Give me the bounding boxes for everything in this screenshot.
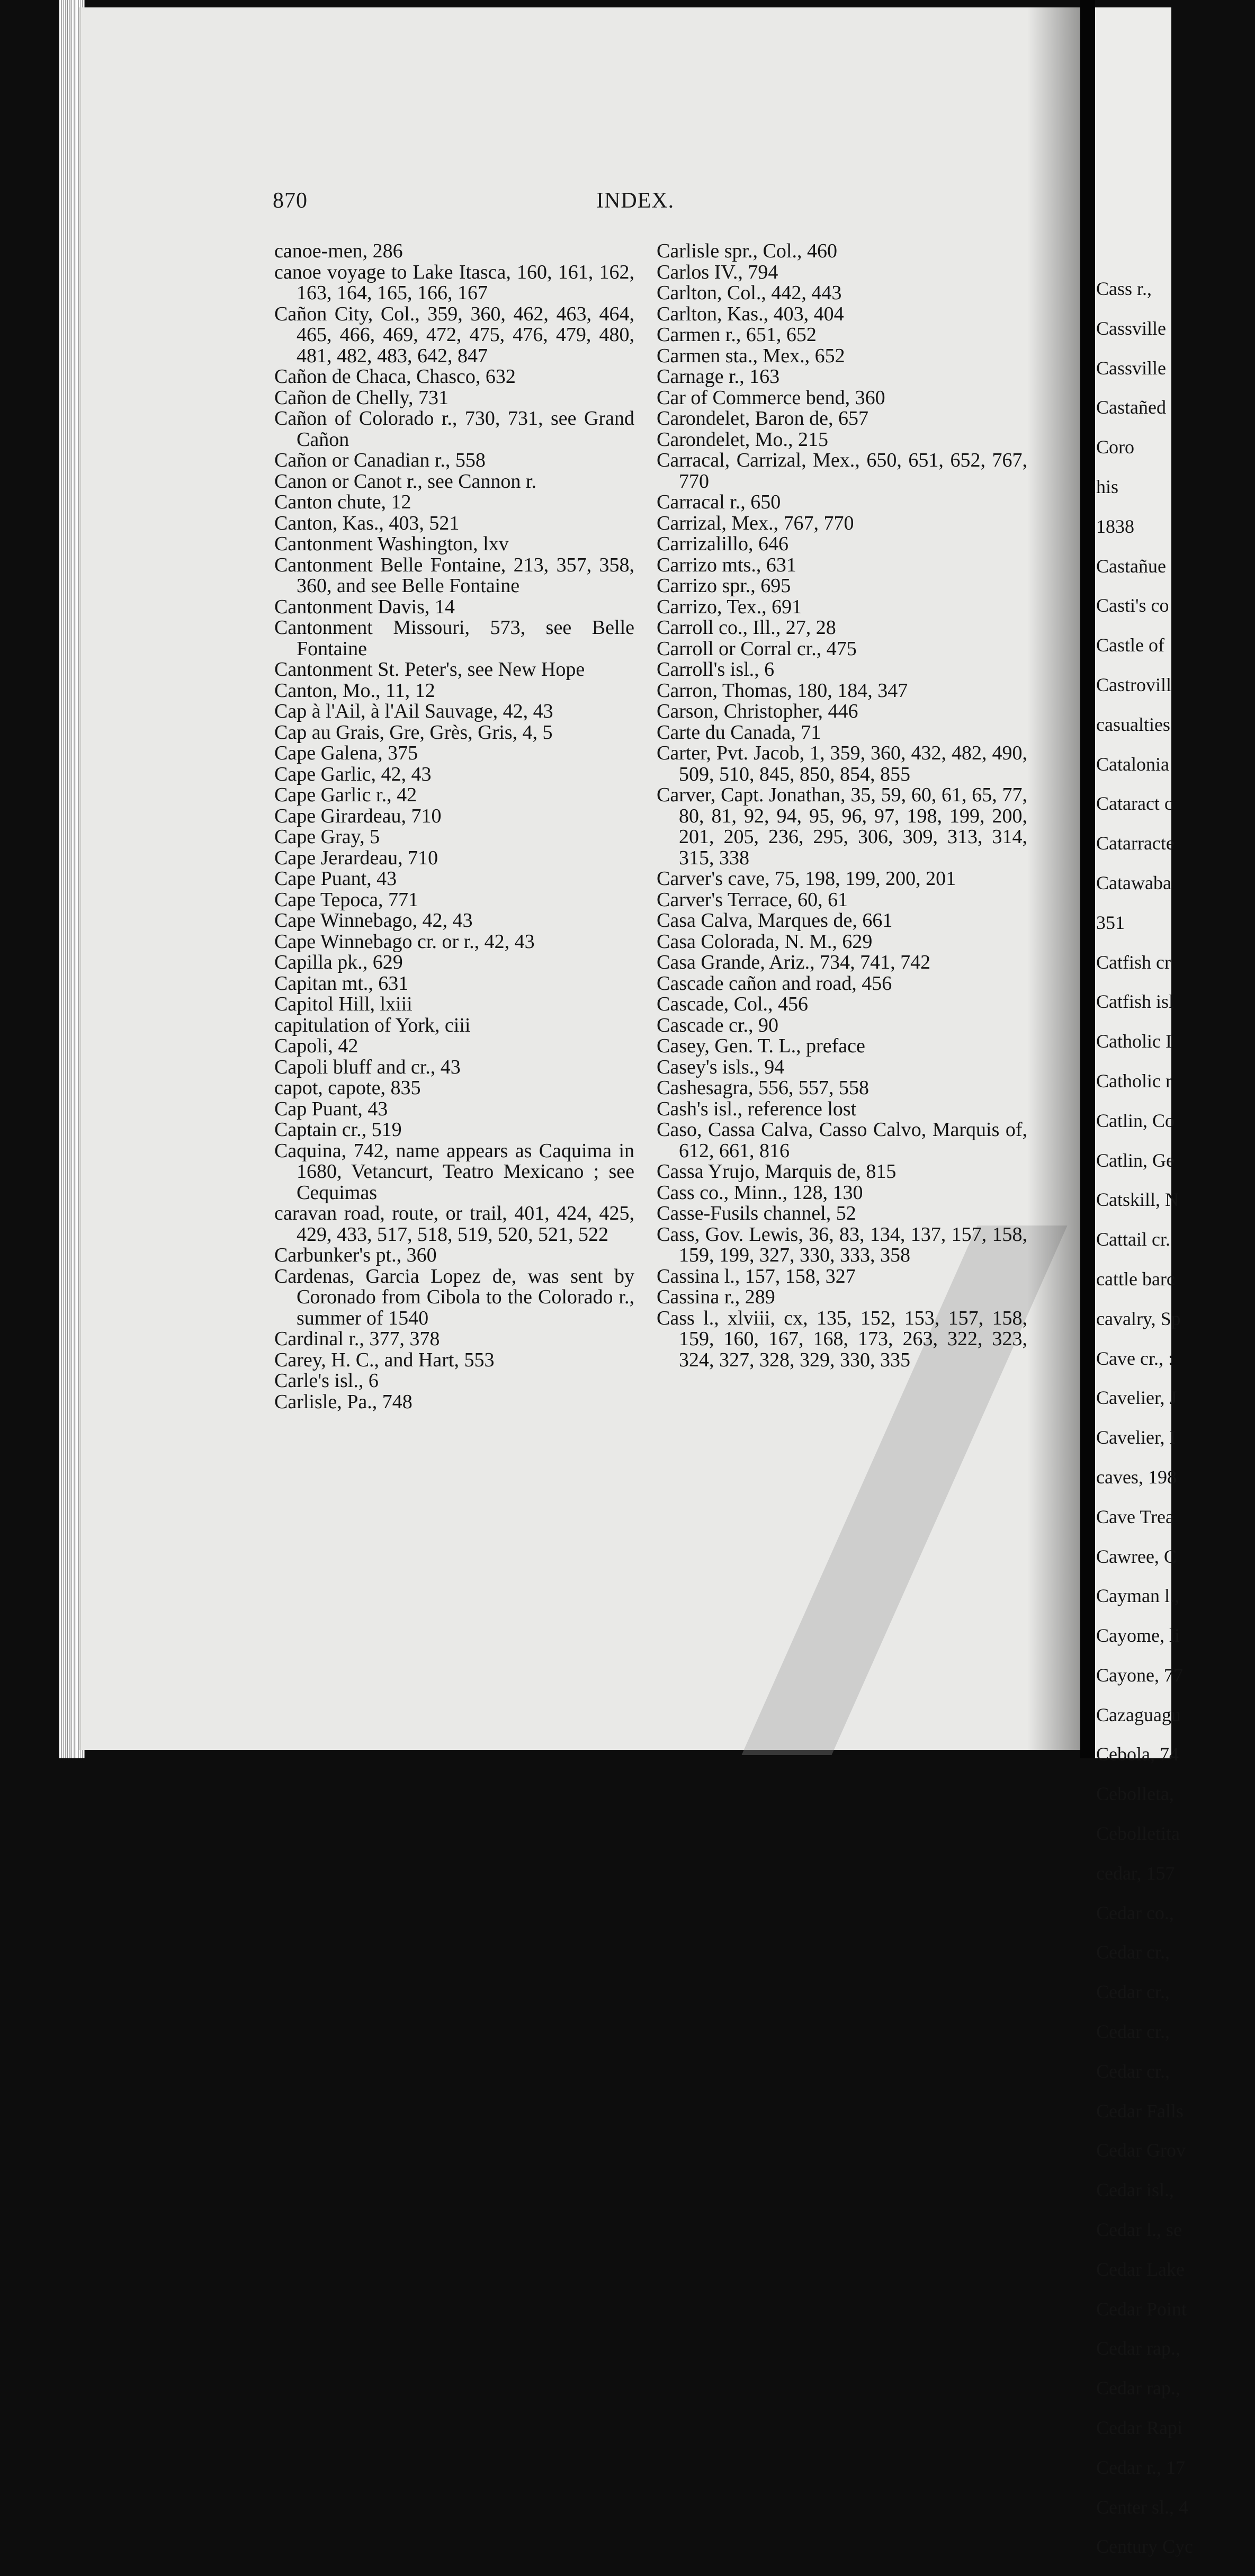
index-entry: caravan road, route, or trail, 401, 424, 425, 429, 433, 517, 518, 519, 520, 521, 522 (274, 1202, 634, 1246)
index-entry: capitulation of York, ciii (274, 1014, 471, 1036)
index-entry: Cedar cr., (1096, 1981, 1170, 2003)
index-entry: Cassville (1096, 357, 1166, 379)
index-entry: Casey's isls., 94 (657, 1056, 785, 1078)
index-entry: Cape Puant, 43 (274, 867, 397, 890)
index-entry: Carrizo, Tex., 691 (657, 595, 802, 618)
index-entry: Casa Grande, Ariz., 734, 741, 742 (657, 951, 931, 973)
index-entry: Carroll co., Ill., 27, 28 (657, 616, 836, 639)
index-entry: Cash's isl., reference lost (657, 1097, 857, 1120)
index-column-right (657, 241, 1027, 1371)
index-entry: Carle's isl., 6 (274, 1370, 379, 1392)
index-entry: Casey, Gen. T. L., preface (657, 1035, 865, 1057)
index-entry: Catarracte (1096, 833, 1175, 854)
index-entry: canoe-men, 286 (274, 240, 403, 262)
index-entry: Cape Winnebago, 42, 43 (274, 909, 473, 932)
index-entry: Cantonment Belle Fontaine, 213, 357, 358, 360, and see Belle Fontaine (274, 553, 634, 597)
index-entry: Carbunker's pt., 360 (274, 1244, 437, 1266)
index-entry: Carron, Thomas, 180, 184, 347 (657, 679, 908, 702)
index-entry: Cass r., (1096, 278, 1152, 299)
index-entry: Carver's Terrace, 60, 61 (657, 888, 848, 911)
index-entry: Carlton, Kas., 403, 404 (657, 302, 844, 325)
index-entry: Century Cyc (1096, 2536, 1193, 2557)
index-entry: Casa Calva, Marques de, 661 (657, 909, 893, 932)
index-entry: Cayome, li (1096, 1625, 1180, 1647)
index-entry: Canon or Canot r., see Cannon r. (274, 470, 536, 493)
index-entry: Carmen sta., Mex., 652 (657, 344, 845, 367)
index-entry: Cap au Grais, Gre, Grès, Gris, 4, 5 (274, 721, 553, 744)
index-entry: Catlin, Ge (1096, 1149, 1175, 1171)
index-entry: Catalonia (1096, 753, 1169, 775)
index-entry: Catskill, N (1096, 1189, 1179, 1211)
index-entry: Cañon de Chelly, 731 (274, 386, 449, 409)
index-entry: Cedar l., se (1096, 2219, 1182, 2241)
index-entry: Cape Galena, 375 (274, 742, 418, 764)
index-entry: Cass co., Minn., 128, 130 (657, 1181, 863, 1204)
index-entry: Carracal, Carrizal, Mex., 650, 651, 652, 767, 770 (657, 449, 1027, 493)
index-entry: Carracal r., 650 (657, 491, 781, 513)
index-entry: Carmen r., 651, 652 (657, 324, 817, 346)
index-entry: Carte du Canada, 71 (657, 721, 821, 744)
index-entry: his (1096, 476, 1119, 497)
index-entry: Cape Girardeau, 710 (274, 804, 442, 827)
index-entry: Carrizalillo, 646 (657, 533, 789, 555)
index-entry: Cedar isl., (1096, 2179, 1174, 2201)
index-entry: Cedar cr., (1096, 1942, 1170, 1963)
index-entry: Cañon City, Col., 359, 360, 462, 463, 464, 465, 466, 469, 472, 475, 476, 479, 480, 481, 482, 483, 642, 847 (274, 302, 634, 367)
index-entry: Cavelier, I (1096, 1427, 1176, 1448)
index-entry: Catholic r (1096, 1070, 1172, 1092)
index-entry: Cedar Rapi (1096, 2417, 1182, 2439)
index-entry: Car of Commerce bend, 360 (657, 386, 885, 409)
index-entry: Cape Tepoca, 771 (274, 888, 419, 911)
index-entry: Cedar Grov (1096, 2140, 1186, 2161)
index-entry: Cape Garlic, 42, 43 (274, 763, 432, 785)
index-entry: Cedar cr., (1096, 2060, 1170, 2082)
index-entry: Cazaguagu (1096, 1704, 1181, 1725)
index-entry: Cantonment Washington, lxv (274, 533, 509, 555)
index-entry: Cawree, C (1096, 1545, 1177, 1567)
index-entry: Capoli bluff and cr., 43 (274, 1056, 461, 1078)
index-entry: Carter, Pvt. Jacob, 1, 359, 360, 432, 482, 490, 509, 510, 845, 850, 854, 855 (657, 742, 1027, 785)
index-entry: Coro (1096, 436, 1134, 458)
index-entry: Cave Trea (1096, 1506, 1174, 1527)
index-entry: Carondelet, Mo., 215 (657, 428, 829, 451)
index-entry: Castle of (1096, 634, 1164, 656)
index-column-left (274, 241, 634, 1412)
index-entry: Casti's co (1096, 595, 1169, 616)
index-entry: capot, capote, 835 (274, 1077, 421, 1099)
index-entry: Cantonment Missouri, 573, see Belle Fontaine (274, 616, 634, 660)
index-entry: Castañed (1096, 397, 1166, 418)
index-entry: Cassville (1096, 317, 1166, 339)
index-entry: Cassina r., 289 (657, 1286, 775, 1308)
index-entry: Capitol Hill, lxiii (274, 993, 413, 1015)
index-entry: Cebolletita (1096, 1823, 1180, 1845)
index-entry: Cape Gray, 5 (274, 826, 380, 848)
index-entry: Carson, Christopher, 446 (657, 700, 858, 722)
book-gutter (1080, 0, 1095, 1758)
page-title: INDEX. (596, 189, 675, 213)
index-entry: 1838 (1096, 515, 1134, 537)
index-entry: Cedar cr., (1096, 2021, 1170, 2043)
index-entry: Cedar Falls (1096, 2100, 1184, 2122)
index-entry: Cedar Lake (1096, 2258, 1185, 2280)
index-entry: Cardinal r., 377, 378 (274, 1328, 440, 1350)
index-entry: Center sl., 4 (1096, 2496, 1188, 2518)
index-entry: Cedar r., 17 (1096, 2456, 1185, 2478)
index-entry: Cassina l., 157, 158, 327 (657, 1265, 856, 1287)
index-entry: Castañue (1096, 555, 1166, 577)
index-entry: Cap à l'Ail, à l'Ail Sauvage, 42, 43 (274, 700, 553, 722)
index-entry: cedar, 157 (1096, 1862, 1175, 1884)
index-entry: Capilla pk., 629 (274, 951, 403, 973)
index-entry: Cantonment Davis, 14 (274, 595, 455, 618)
index-entry: Cascade cañon and road, 456 (657, 972, 892, 995)
index-entry: Cassa Yrujo, Marquis de, 815 (657, 1160, 897, 1183)
index-entry: Catawaba (1096, 872, 1171, 893)
index-entry: Cañon or Canadian r., 558 (274, 449, 486, 471)
index-entry: Cedar rap., (1096, 2338, 1180, 2359)
index-entry: Capitan mt., 631 (274, 972, 409, 995)
index-entry: Canton, Mo., 11, 12 (274, 679, 435, 702)
index-entry: Carlton, Col., 442, 443 (657, 282, 842, 304)
page-number: 870 (273, 189, 308, 213)
index-entry: Cayman l., (1096, 1585, 1179, 1607)
index-entry: 351 (1096, 911, 1125, 933)
index-entry: Carver's cave, 75, 198, 199, 200, 201 (657, 867, 956, 890)
index-entry: Cashesagra, 556, 557, 558 (657, 1077, 869, 1099)
index-entry: Cañon of Colorado r., 730, 731, see Grand Cañon (274, 407, 634, 451)
index-entry: cavalry, Sp (1096, 1308, 1181, 1329)
index-entry: Caso, Cassa Calva, Casso Calvo, Marquis of, 612, 661, 816 (657, 1119, 1027, 1162)
index-entry: Cass l., xlviii, cx, 135, 152, 153, 157, 158, 159, 160, 167, 168, 173, 263, 322, 323, 324, 327, 328, 329, 330, 335 (657, 1307, 1027, 1371)
index-entry: Caquina, 742, name appears as Caquima in 1680, Vetancurt, Teatro Mexicano ; see Cequimas (274, 1139, 634, 1204)
index-entry: Cayone, 77 (1096, 1664, 1183, 1686)
index-entry: Cass, Gov. Lewis, 36, 83, 134, 137, 157, 158, 159, 199, 327, 330, 333, 358 (657, 1223, 1027, 1266)
index-entry: Cattail cr. (1096, 1229, 1170, 1250)
index-entry: Carroll's isl., 6 (657, 658, 775, 681)
index-entry: Carey, H. C., and Hart, 553 (274, 1348, 495, 1371)
index-entry: Cañon de Chaca, Chasco, 632 (274, 365, 516, 388)
index-entry: Cape Garlic r., 42 (274, 784, 417, 806)
index-entry: Cavelier, J (1096, 1387, 1177, 1409)
fold-shadow (1027, 7, 1080, 1750)
index-entry: Cataract c (1096, 793, 1173, 815)
index-entry: Carver, Capt. Jonathan, 35, 59, 60, 61, 65, 77, 80, 81, 92, 94, 95, 96, 97, 198, 199, 200, 201, 205, 236, 295, 306, 309, 313, 314, 315, 338 (657, 784, 1027, 869)
index-entry: cattle barc (1096, 1268, 1175, 1290)
index-entry: Carlos IV., 794 (657, 261, 778, 283)
index-entry: Cedar co., (1096, 1902, 1174, 1924)
index-entry: Carnage r., 163 (657, 365, 780, 388)
index-entry: Cape Jerardeau, 710 (274, 846, 438, 869)
index-entry: casualties (1096, 713, 1170, 735)
index-entry: Canton, Kas., 403, 521 (274, 512, 460, 534)
index-entry: Casa Colorada, N. M., 629 (657, 930, 873, 953)
index-entry: Cardenas, Garcia Lopez de, was sent by Coronado from Cibola to the Colorado r., summer of 1540 (274, 1265, 634, 1329)
index-entry: Casse-Fusils channel, 52 (657, 1202, 856, 1224)
index-entry: Cedar Point (1096, 2298, 1187, 2320)
index-entry: Castrovill (1096, 674, 1171, 695)
index-entry: Carrizal, Mex., 767, 770 (657, 512, 854, 534)
index-entry: caves, 198 (1096, 1466, 1177, 1488)
index-entry: Captain cr., 519 (274, 1119, 402, 1141)
index-entry: Cape Winnebago cr. or r., 42, 43 (274, 930, 535, 953)
index-entry: Cebolleta, (1096, 1783, 1174, 1805)
index-entry: Carrizo spr., 695 (657, 575, 791, 597)
index-entry: Cebola, 74 (1096, 1743, 1179, 1765)
index-entry: Cap Puant, 43 (274, 1097, 388, 1120)
index-entry: Catholic I (1096, 1031, 1172, 1052)
index-entry: Cascade cr., 90 (657, 1014, 779, 1036)
index-entry: canoe voyage to Lake Itasca, 160, 161, 162, 163, 164, 165, 166, 167 (274, 261, 634, 304)
index-entry: Cedar rap., (1096, 2377, 1180, 2399)
index-column-partial (1096, 260, 1255, 2576)
index-entry: Carrizo mts., 631 (657, 553, 796, 576)
index-entry: Cascade, Col., 456 (657, 993, 809, 1015)
index-entry: Canton chute, 12 (274, 491, 411, 513)
index-entry: Catfish cr (1096, 951, 1171, 973)
index-entry: Catlin, Co (1096, 1110, 1175, 1131)
index-entry: Carlisle, Pa., 748 (274, 1390, 413, 1413)
index-entry: Cave cr., : (1096, 1347, 1173, 1369)
index-entry: Capoli, 42 (274, 1035, 358, 1057)
index-entry: Catfish isl (1096, 991, 1175, 1013)
index-entry: Cantonment St. Peter's, see New Hope (274, 658, 585, 681)
index-entry: Carlisle spr., Col., 460 (657, 240, 837, 262)
index-entry: Carondelet, Baron de, 657 (657, 407, 868, 430)
index-entry: Carroll or Corral cr., 475 (657, 637, 857, 660)
